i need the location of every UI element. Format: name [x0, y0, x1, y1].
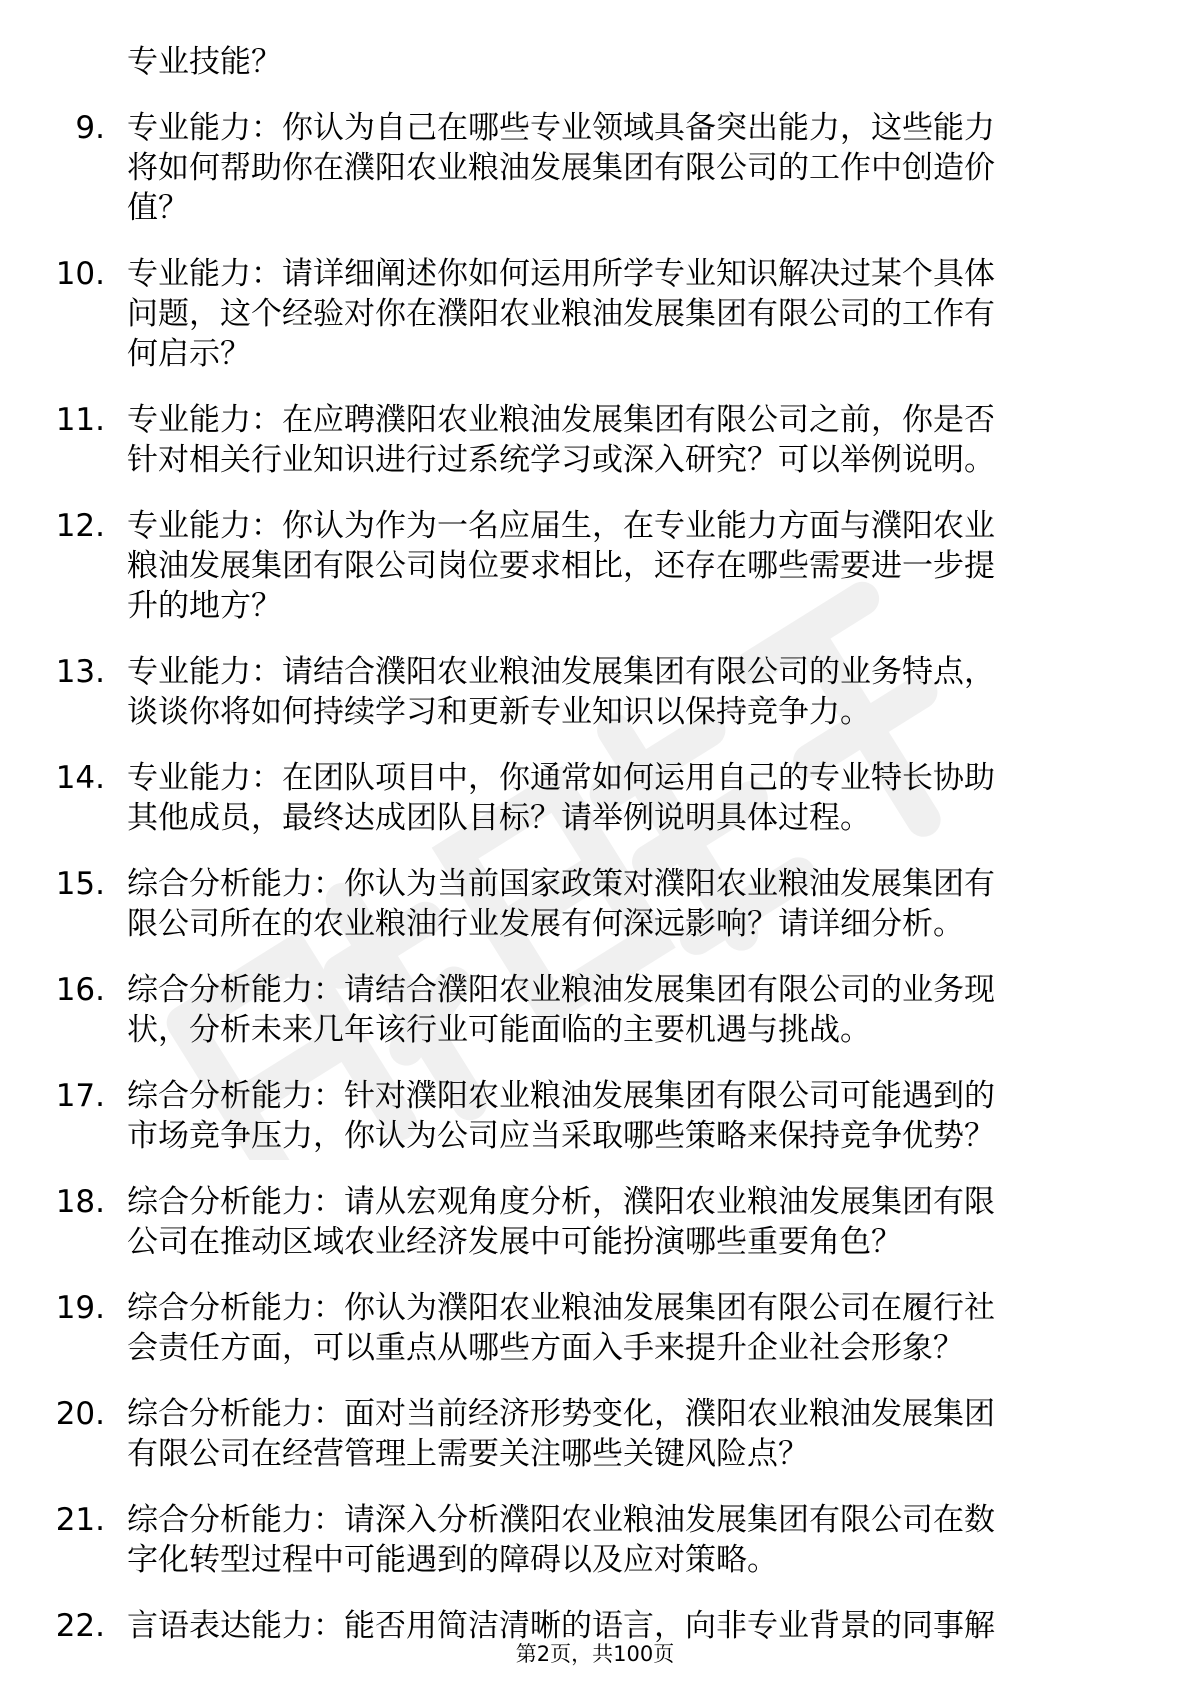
question-text-line: 针对相关行业知识进行过系统学习或深入研究？可以举例说明。 — [127, 442, 995, 478]
question-text-line: 会责任方面，可以重点从哪些方面入手来提升企业社会形象？ — [127, 1330, 964, 1366]
question-text-line: 综合分析能力：针对濮阳农业粮油发展集团有限公司可能遇到的 — [127, 1078, 995, 1114]
question-text — [127, 652, 1127, 732]
question-text-line: 升的地方？ — [127, 588, 282, 624]
question-item — [0, 254, 1190, 374]
question-text — [127, 1182, 1127, 1262]
question-text-line: 何启示？ — [127, 336, 251, 372]
question-text — [127, 1076, 1127, 1156]
question-text — [127, 1394, 1127, 1474]
question-text-line: 综合分析能力：请结合濮阳农业粮油发展集团有限公司的业务现 — [127, 972, 995, 1008]
question-text-line: 将如何帮助你在濮阳农业粮油发展集团有限公司的工作中创造价 — [127, 150, 995, 186]
question-text-line: 状，分析未来几年该行业可能面临的主要机遇与挑战。 — [127, 1012, 871, 1048]
question-item — [0, 1288, 1190, 1368]
question-text-line: 专业能力：你认为作为一名应届生，在专业能力方面与濮阳农业 — [127, 508, 995, 544]
question-item — [0, 1394, 1190, 1474]
question-number: 20. — [55, 1396, 105, 1432]
question-number: 12. — [55, 508, 105, 544]
question-text-line: 综合分析能力：你认为当前国家政策对濮阳农业粮油发展集团有 — [127, 866, 995, 902]
question-text — [127, 970, 1127, 1050]
page-footer: 第2页，共100页 — [515, 1642, 675, 1666]
question-number: 15. — [55, 866, 105, 902]
question-text — [127, 1288, 1127, 1368]
question-item — [0, 970, 1190, 1050]
question-text-line: 市场竞争压力，你认为公司应当采取哪些策略来保持竞争优势？ — [127, 1118, 995, 1154]
question-text-line: 综合分析能力：面对当前经济形势变化，濮阳农业粮油发展集团 — [127, 1396, 995, 1432]
question-number: 16. — [55, 972, 105, 1008]
question-number: 21. — [55, 1502, 105, 1538]
question-number: 10. — [55, 256, 105, 292]
question-text-line: 问题，这个经验对你在濮阳农业粮油发展集团有限公司的工作有 — [127, 296, 995, 332]
question-text-line: 言语表达能力：能否用简洁清晰的语言，向非专业背景的同事解 — [127, 1608, 995, 1644]
question-list — [0, 108, 1190, 1646]
question-item — [0, 1076, 1190, 1156]
question-item — [0, 506, 1190, 626]
continued-question-text: 专业技能？ — [127, 44, 282, 80]
question-item — [0, 400, 1190, 480]
question-number: 17. — [55, 1078, 105, 1114]
question-item — [0, 758, 1190, 838]
question-number: 11. — [55, 402, 105, 438]
question-item — [0, 864, 1190, 944]
question-number: 19. — [55, 1290, 105, 1326]
question-text-line: 有限公司在经营管理上需要关注哪些关键风险点？ — [127, 1436, 809, 1472]
question-text — [127, 108, 1127, 228]
question-number: 18. — [55, 1184, 105, 1220]
question-text-line: 限公司所在的农业粮油行业发展有何深远影响？请详细分析。 — [127, 906, 964, 942]
question-text-line: 专业能力：在团队项目中，你通常如何运用自己的专业特长协助 — [127, 760, 995, 796]
question-text — [127, 506, 1127, 626]
question-text-line: 字化转型过程中可能遇到的障碍以及应对策略。 — [127, 1542, 778, 1578]
question-number: 22. — [55, 1608, 105, 1644]
question-text-line: 谈谈你将如何持续学习和更新专业知识以保持竞争力。 — [127, 694, 871, 730]
question-item — [0, 1500, 1190, 1580]
page-content — [0, 42, 1190, 1672]
question-item — [0, 108, 1190, 228]
question-text — [127, 1500, 1127, 1580]
question-text-line: 专业能力：请详细阐述你如何运用所学专业知识解决过某个具体 — [127, 256, 995, 292]
question-text-line: 公司在推动区域农业经济发展中可能扮演哪些重要角色？ — [127, 1224, 902, 1260]
question-text-line: 专业能力：请结合濮阳农业粮油发展集团有限公司的业务特点， — [127, 654, 995, 690]
question-text-line: 专业能力：在应聘濮阳农业粮油发展集团有限公司之前，你是否 — [127, 402, 995, 438]
question-item — [0, 1182, 1190, 1262]
question-text — [127, 864, 1127, 944]
question-number: 13. — [55, 654, 105, 690]
question-text-line: 值？ — [127, 190, 189, 226]
question-text-line: 其他成员，最终达成团队目标？请举例说明具体过程。 — [127, 800, 871, 836]
question-item — [0, 652, 1190, 732]
question-text — [127, 254, 1127, 374]
question-text-line: 综合分析能力：请深入分析濮阳农业粮油发展集团有限公司在数 — [127, 1502, 995, 1538]
question-text-line: 综合分析能力：请从宏观角度分析，濮阳农业粮油发展集团有限 — [127, 1184, 995, 1220]
question-text — [127, 758, 1127, 838]
question-text — [127, 400, 1127, 480]
question-number: 14. — [55, 760, 105, 796]
question-number: 9. — [75, 110, 105, 146]
question-text-line: 专业能力：你认为自己在哪些专业领域具备突出能力，这些能力 — [127, 110, 995, 146]
question-text-line: 综合分析能力：你认为濮阳农业粮油发展集团有限公司在履行社 — [127, 1290, 995, 1326]
question-text-line: 粮油发展集团有限公司岗位要求相比，还存在哪些需要进一步提 — [127, 548, 995, 584]
